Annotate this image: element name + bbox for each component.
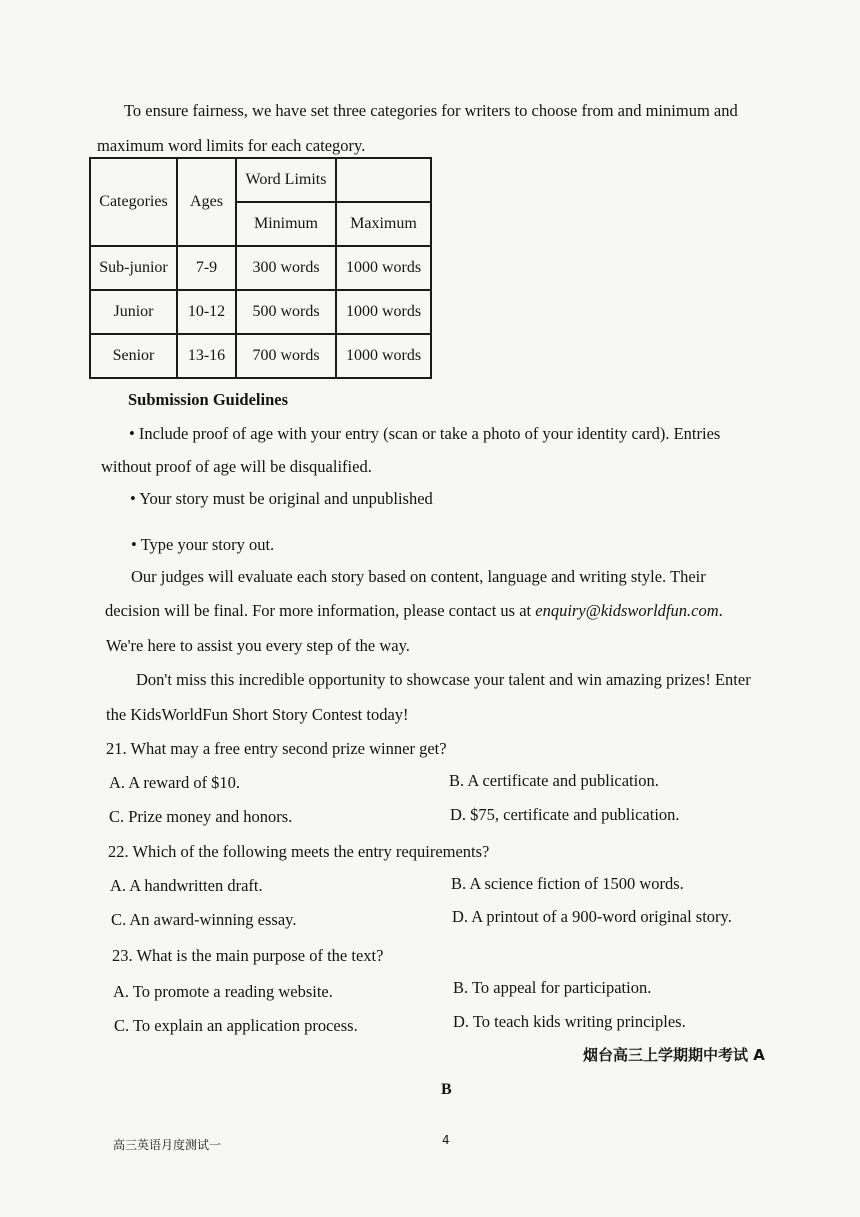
header-categories: Categories	[90, 158, 177, 246]
section-b-heading: B	[441, 1081, 452, 1098]
guideline-bullet-2: • Your story must be original and unpublished	[130, 489, 433, 508]
cell-max: 1000 words	[336, 290, 431, 334]
judges-line-2-text: decision will be final. For more information, please contact us at	[105, 601, 536, 620]
cell-category: Senior	[90, 334, 177, 378]
word-limits-table	[89, 157, 432, 379]
header-empty	[336, 158, 431, 202]
question-21-option-c: C. Prize money and honors.	[109, 807, 293, 826]
header-ages: Ages	[177, 158, 236, 246]
question-21-option-a: A. A reward of $10.	[109, 773, 241, 792]
header-word-limits: Word Limits	[236, 158, 336, 202]
contact-email: enquiry@kidsworldfun.com	[535, 601, 719, 620]
question-21-stem: 21. What may a free entry second prize winner get?	[106, 739, 447, 758]
judges-line-2-end: .	[718, 601, 723, 620]
judges-line-2	[105, 601, 723, 621]
question-23-option-b: B. To appeal for participation.	[453, 978, 652, 997]
cell-category: Sub-junior	[90, 246, 177, 290]
table-row	[90, 334, 431, 378]
cell-max: 1000 words	[336, 334, 431, 378]
intro-line-1: To ensure fairness, we have set three categories for writers to choose from and minimum and	[124, 101, 738, 120]
judges-line-1: Our judges will evaluate each story based on content, language and writing style. Their	[131, 567, 706, 586]
header-maximum: Maximum	[336, 202, 431, 246]
cell-category: Junior	[90, 290, 177, 334]
table-row	[90, 290, 431, 334]
cell-ages: 13-16	[177, 334, 236, 378]
judges-line-3: We're here to assist you every step of the way.	[106, 636, 410, 655]
closing-line-1: Don't miss this incredible opportunity to showcase your talent and win amazing prizes! Enter	[136, 670, 751, 689]
cell-min: 300 words	[236, 246, 336, 290]
question-22-option-c: C. An award-winning essay.	[111, 910, 297, 929]
question-22-option-a: A. A handwritten draft.	[110, 876, 263, 895]
footer-exam-title: 高三英语月度测试一	[113, 1138, 222, 1152]
cell-ages: 7-9	[177, 246, 236, 290]
guideline-bullet-3: • Type your story out.	[131, 535, 275, 554]
question-22-option-b: B. A science fiction of 1500 words.	[451, 874, 684, 893]
source-label: 烟台高三上学期期中考试 A	[583, 1046, 765, 1064]
question-21-option-b: B. A certificate and publication.	[449, 771, 659, 790]
table-row	[90, 246, 431, 290]
question-22-stem: 22. Which of the following meets the entry requirements?	[108, 842, 490, 861]
cell-max: 1000 words	[336, 246, 431, 290]
cell-ages: 10-12	[177, 290, 236, 334]
question-23-stem: 23. What is the main purpose of the text?	[112, 946, 384, 965]
question-23-option-c: C. To explain an application process.	[114, 1016, 358, 1035]
cell-min: 700 words	[236, 334, 336, 378]
cell-min: 500 words	[236, 290, 336, 334]
intro-line-2: maximum word limits for each category.	[97, 136, 366, 155]
question-23-option-d: D. To teach kids writing principles.	[453, 1012, 686, 1031]
closing-line-2: the KidsWorldFun Short Story Contest today!	[106, 705, 409, 724]
page-number: 4	[442, 1133, 450, 1147]
question-22-option-d: D. A printout of a 900-word original story.	[452, 907, 732, 926]
guidelines-heading: Submission Guidelines	[128, 390, 289, 409]
question-21-option-d: D. $75, certificate and publication.	[450, 805, 680, 824]
guideline-bullet-1-line-2: without proof of age will be disqualified.	[101, 457, 372, 476]
question-23-option-a: A. To promote a reading website.	[113, 982, 333, 1001]
guideline-bullet-1-line-1: • Include proof of age with your entry (scan or take a photo of your identity card). Entries	[129, 424, 721, 443]
header-minimum: Minimum	[236, 202, 336, 246]
